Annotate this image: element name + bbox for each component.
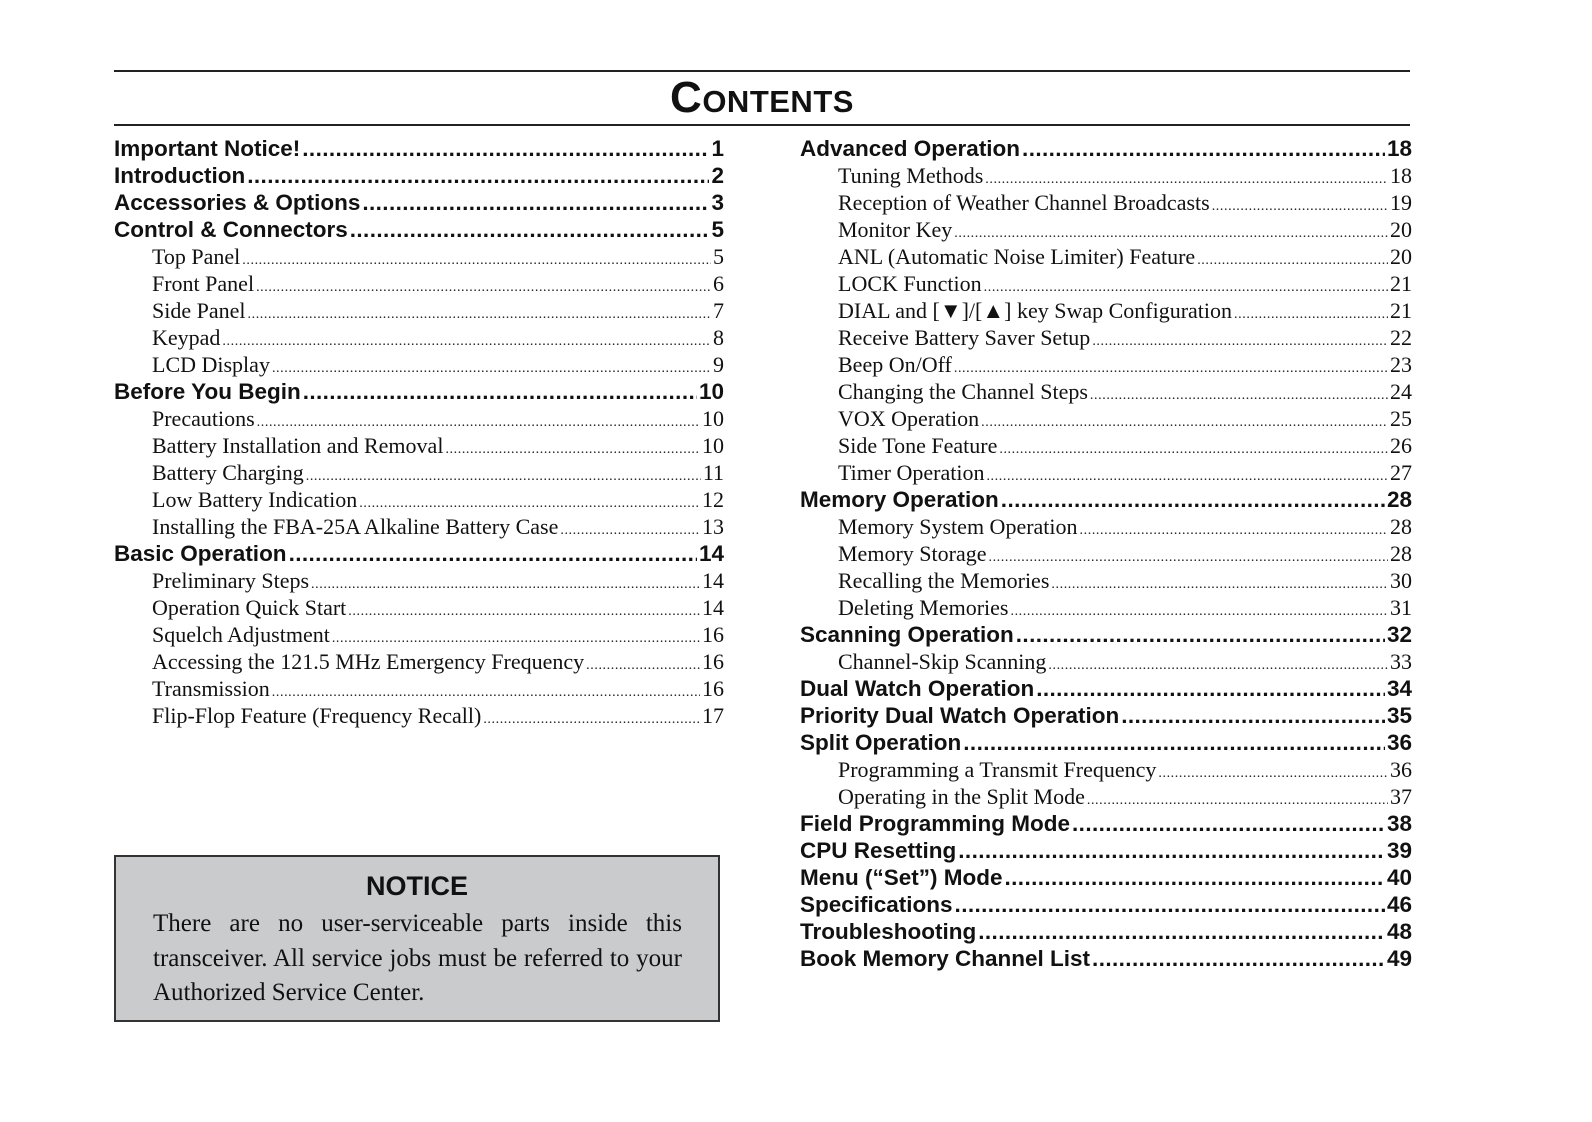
toc-entry-label: Top Panel (152, 244, 241, 269)
toc-entry-page: 39 (1386, 838, 1412, 863)
dot-leader (985, 166, 1388, 189)
toc-entry-label: Accessing the 121.5 MHz Emergency Frequency (152, 649, 585, 674)
toc-subsection-entry[interactable] (800, 189, 1412, 216)
dot-leader (256, 274, 711, 297)
toc-entry-label: Operating in the Split Mode (838, 784, 1085, 809)
dot-leader (1022, 135, 1385, 162)
toc-entry-page: 2 (711, 163, 724, 188)
toc-entry-label: Control & Connectors (114, 217, 348, 242)
dot-leader (978, 918, 1385, 945)
toc-entry-page: 5 (713, 244, 724, 269)
toc-entry-page: 20 (1390, 244, 1412, 269)
toc-entry-label: Side Panel (152, 298, 246, 323)
toc-entry-page: 28 (1390, 541, 1412, 566)
toc-entry-label: Side Tone Feature (838, 433, 998, 458)
toc-section-entry[interactable] (800, 837, 1412, 864)
dot-leader (1001, 486, 1385, 513)
dot-leader (242, 247, 711, 270)
dot-leader (1121, 702, 1385, 729)
toc-entry-page: 14 (702, 595, 724, 620)
dot-leader (988, 544, 1388, 567)
toc-entry-page: 37 (1390, 784, 1412, 809)
toc-section-entry[interactable] (800, 810, 1412, 837)
toc-entry-label: Advanced Operation (800, 136, 1021, 161)
toc-entry-page: 7 (713, 298, 724, 323)
top-rule (114, 70, 1410, 72)
toc-entry-page: 5 (711, 217, 724, 242)
toc-subsection-entry[interactable] (114, 675, 724, 702)
toc-entry-label: Menu (“Set”) Mode (800, 865, 1003, 890)
toc-entry-page: 12 (702, 487, 724, 512)
toc-subsection-entry[interactable] (800, 351, 1412, 378)
toc-section-entry[interactable] (114, 189, 724, 216)
dot-leader (483, 706, 700, 729)
toc-entry-label: Scanning Operation (800, 622, 1014, 647)
toc-entry-label: Deleting Memories (838, 595, 1009, 620)
dot-leader (311, 571, 700, 594)
dot-leader (289, 540, 697, 567)
toc-subsection-entry[interactable] (800, 324, 1412, 351)
toc-entry-page: 31 (1390, 595, 1412, 620)
toc-entry-page: 49 (1386, 946, 1412, 971)
dot-leader (1072, 810, 1385, 837)
toc-entry-label: LCD Display (152, 352, 270, 377)
toc-entry-page: 13 (702, 514, 724, 539)
dot-leader (1234, 301, 1388, 324)
toc-entry-page: 23 (1390, 352, 1412, 377)
toc-entry-label: Battery Installation and Removal (152, 433, 444, 458)
toc-entry-page: 16 (702, 622, 724, 647)
dot-leader (986, 463, 1388, 486)
dot-leader (348, 598, 700, 621)
dot-leader (1092, 328, 1388, 351)
toc-entry-page: 32 (1386, 622, 1412, 647)
notice-body: There are no user-serviceable parts inside this transceiver. All service jobs must be referred to your Authorized Service Center. (153, 910, 682, 1006)
dot-leader (963, 729, 1385, 756)
dot-leader (247, 162, 709, 189)
toc-subsection-entry[interactable] (800, 540, 1412, 567)
toc-entry-label: Book Memory Channel List (800, 946, 1091, 971)
dot-leader (1010, 598, 1388, 621)
toc-subsection-entry[interactable] (800, 270, 1412, 297)
toc-section-entry[interactable] (800, 621, 1412, 648)
toc-entry-label: Timer Operation (838, 460, 985, 485)
notice-box (114, 855, 720, 1022)
toc-entry-page: 14 (702, 568, 724, 593)
toc-entry-page: 11 (702, 460, 724, 485)
toc-entry-page: 38 (1386, 811, 1412, 836)
toc-entry-page: 21 (1390, 298, 1412, 323)
toc-entry-page: 20 (1390, 217, 1412, 242)
toc-subsection-entry[interactable] (114, 702, 724, 729)
page-title: Contents (670, 73, 854, 122)
toc-entry-page: 26 (1390, 433, 1412, 458)
toc-section-entry[interactable] (800, 729, 1412, 756)
toc-subsection-entry[interactable] (800, 297, 1412, 324)
toc-subsection-entry[interactable] (114, 243, 724, 270)
toc-entry-label: CPU Resetting (800, 838, 957, 863)
toc-entry-page: 36 (1390, 757, 1412, 782)
toc-entry-label: Accessories & Options (114, 190, 361, 215)
dot-leader (222, 328, 711, 351)
toc-entry-page: 6 (713, 271, 724, 296)
toc-subsection-entry[interactable] (800, 756, 1412, 783)
toc-entry-page: 22 (1390, 325, 1412, 350)
toc-subsection-entry[interactable] (800, 648, 1412, 675)
toc-subsection-entry[interactable] (114, 351, 724, 378)
toc-subsection-entry[interactable] (800, 162, 1412, 189)
toc-subsection-entry[interactable] (800, 405, 1412, 432)
dot-leader (999, 436, 1388, 459)
dot-leader (445, 436, 700, 459)
toc-entry-label: Operation Quick Start (152, 595, 347, 620)
toc-entry-label: Reception of Weather Channel Broadcasts (838, 190, 1210, 215)
dot-leader (306, 463, 701, 486)
toc-entry-page: 3 (711, 190, 724, 215)
toc-entry-label: Recalling the Memories (838, 568, 1050, 593)
toc-entry-label: Tuning Methods (838, 163, 984, 188)
toc-section-entry[interactable] (800, 864, 1412, 891)
toc-entry-page: 10 (698, 379, 724, 404)
dot-leader (1005, 864, 1385, 891)
dot-leader (303, 378, 697, 405)
toc-entry-label: Field Programming Mode (800, 811, 1071, 836)
toc-entry-page: 33 (1390, 649, 1412, 674)
contents-left-column (114, 135, 724, 729)
toc-section-entry[interactable] (114, 540, 724, 567)
toc-entry-page: 34 (1386, 676, 1412, 701)
dot-leader (248, 301, 712, 324)
toc-entry-page: 46 (1386, 892, 1412, 917)
toc-entry-label: Flip-Flop Feature (Frequency Recall) (152, 703, 482, 728)
toc-entry-label: Monitor Key (838, 217, 953, 242)
toc-entry-label: Squelch Adjustment (152, 622, 330, 647)
toc-entry-label: Dual Watch Operation (800, 676, 1035, 701)
toc-subsection-entry[interactable] (800, 459, 1412, 486)
toc-entry-page: 19 (1390, 190, 1412, 215)
toc-section-entry[interactable] (800, 702, 1412, 729)
toc-entry-label: Precautions (152, 406, 255, 431)
toc-entry-label: DIAL and [▼]/[▲] key Swap Configuration (838, 298, 1233, 323)
dot-leader (272, 679, 700, 702)
toc-entry-page: 48 (1386, 919, 1412, 944)
dot-leader (586, 652, 700, 675)
toc-entry-label: Changing the Channel Steps (838, 379, 1088, 404)
toc-section-entry[interactable] (114, 216, 724, 243)
dot-leader (954, 220, 1388, 243)
toc-subsection-entry[interactable] (114, 324, 724, 351)
toc-subsection-entry[interactable] (800, 432, 1412, 459)
dot-leader (272, 355, 711, 378)
toc-entry-page: 10 (702, 433, 724, 458)
toc-entry-label: Installing the FBA-25A Alkaline Battery Case (152, 514, 559, 539)
dot-leader (1090, 382, 1388, 405)
toc-section-entry[interactable] (114, 135, 724, 162)
toc-subsection-entry[interactable] (114, 513, 724, 540)
toc-subsection-entry[interactable] (800, 783, 1412, 810)
dot-leader (359, 490, 700, 513)
toc-subsection-entry[interactable] (114, 297, 724, 324)
toc-entry-label: Keypad (152, 325, 221, 350)
toc-subsection-entry[interactable] (800, 594, 1412, 621)
toc-subsection-entry[interactable] (800, 243, 1412, 270)
toc-entry-label: Programming a Transmit Frequency (838, 757, 1157, 782)
toc-subsection-entry[interactable] (114, 459, 724, 486)
toc-subsection-entry[interactable] (114, 486, 724, 513)
toc-entry-page: 30 (1390, 568, 1412, 593)
toc-entry-label: Specifications (800, 892, 953, 917)
dot-leader (362, 189, 709, 216)
toc-entry-label: Basic Operation (114, 541, 287, 566)
toc-entry-page: 18 (1390, 163, 1412, 188)
dot-leader (1036, 675, 1385, 702)
toc-entry-label: Channel-Skip Scanning (838, 649, 1047, 674)
dot-leader (1092, 945, 1385, 972)
dot-leader (1087, 787, 1388, 810)
toc-entry-label: Memory Storage (838, 541, 987, 566)
toc-section-entry[interactable] (800, 675, 1412, 702)
toc-subsection-entry[interactable] (114, 594, 724, 621)
contents-right-column (800, 135, 1412, 972)
toc-entry-label: Important Notice! (114, 136, 301, 161)
toc-subsection-entry[interactable] (114, 621, 724, 648)
toc-entry-page: 10 (702, 406, 724, 431)
toc-entry-label: Transmission (152, 676, 270, 701)
toc-entry-label: Front Panel (152, 271, 255, 296)
toc-entry-label: Preliminary Steps (152, 568, 310, 593)
toc-subsection-entry[interactable] (800, 216, 1412, 243)
dot-leader (958, 837, 1385, 864)
dot-leader (257, 409, 700, 432)
dot-leader (1212, 193, 1388, 216)
toc-section-entry[interactable] (114, 162, 724, 189)
toc-entry-label: Receive Battery Saver Setup (838, 325, 1091, 350)
toc-entry-label: Beep On/Off (838, 352, 952, 377)
dot-leader (955, 891, 1385, 918)
toc-entry-label: ANL (Automatic Noise Limiter) Feature (838, 244, 1196, 269)
toc-entry-page: 21 (1390, 271, 1412, 296)
toc-entry-page: 36 (1386, 730, 1412, 755)
toc-entry-label: Before You Begin (114, 379, 301, 404)
toc-entry-page: 28 (1386, 487, 1412, 512)
toc-entry-page: 35 (1386, 703, 1412, 728)
toc-subsection-entry[interactable] (800, 513, 1412, 540)
toc-entry-label: Low Battery Indication (152, 487, 358, 512)
dot-leader (981, 409, 1388, 432)
toc-entry-page: 28 (1390, 514, 1412, 539)
dot-leader (1016, 621, 1385, 648)
toc-entry-label: Priority Dual Watch Operation (800, 703, 1120, 728)
notice-title: NOTICE (365, 871, 468, 901)
dot-leader (954, 355, 1388, 378)
toc-entry-page: 16 (702, 649, 724, 674)
toc-section-entry[interactable] (800, 891, 1412, 918)
toc-entry-page: 14 (698, 541, 724, 566)
toc-entry-page: 25 (1390, 406, 1412, 431)
toc-entry-page: 17 (702, 703, 724, 728)
toc-entry-page: 1 (711, 136, 724, 161)
toc-section-entry[interactable] (114, 378, 724, 405)
title-rule (114, 124, 1410, 126)
dot-leader (1048, 652, 1388, 675)
toc-entry-label: LOCK Function (838, 271, 982, 296)
dot-leader (1080, 517, 1388, 540)
toc-entry-page: 40 (1386, 865, 1412, 890)
toc-entry-label: Battery Charging (152, 460, 304, 485)
toc-entry-label: Memory System Operation (838, 514, 1078, 539)
toc-entry-page: 9 (713, 352, 724, 377)
dot-leader (350, 216, 710, 243)
toc-entry-page: 27 (1390, 460, 1412, 485)
toc-subsection-entry[interactable] (114, 567, 724, 594)
toc-entry-page: 18 (1386, 136, 1412, 161)
toc-subsection-entry[interactable] (800, 378, 1412, 405)
toc-section-entry[interactable] (800, 945, 1412, 972)
toc-entry-page: 8 (713, 325, 724, 350)
toc-subsection-entry[interactable] (114, 270, 724, 297)
toc-entry-label: Split Operation (800, 730, 962, 755)
toc-section-entry[interactable] (800, 918, 1412, 945)
toc-section-entry[interactable] (800, 486, 1412, 513)
toc-subsection-entry[interactable] (114, 405, 724, 432)
dot-leader (984, 274, 1388, 297)
dot-leader (1051, 571, 1388, 594)
toc-entry-label: Introduction (114, 163, 246, 188)
toc-entry-label: VOX Operation (838, 406, 980, 431)
dot-leader (560, 517, 700, 540)
toc-entry-page: 24 (1390, 379, 1412, 404)
dot-leader (1158, 760, 1388, 783)
toc-subsection-entry[interactable] (114, 648, 724, 675)
toc-entry-label: Troubleshooting (800, 919, 977, 944)
dot-leader (1197, 247, 1388, 270)
toc-entry-label: Memory Operation (800, 487, 999, 512)
toc-entry-page: 16 (702, 676, 724, 701)
dot-leader (332, 625, 700, 648)
toc-subsection-entry[interactable] (114, 432, 724, 459)
toc-section-entry[interactable] (800, 135, 1412, 162)
toc-subsection-entry[interactable] (800, 567, 1412, 594)
dot-leader (302, 135, 709, 162)
